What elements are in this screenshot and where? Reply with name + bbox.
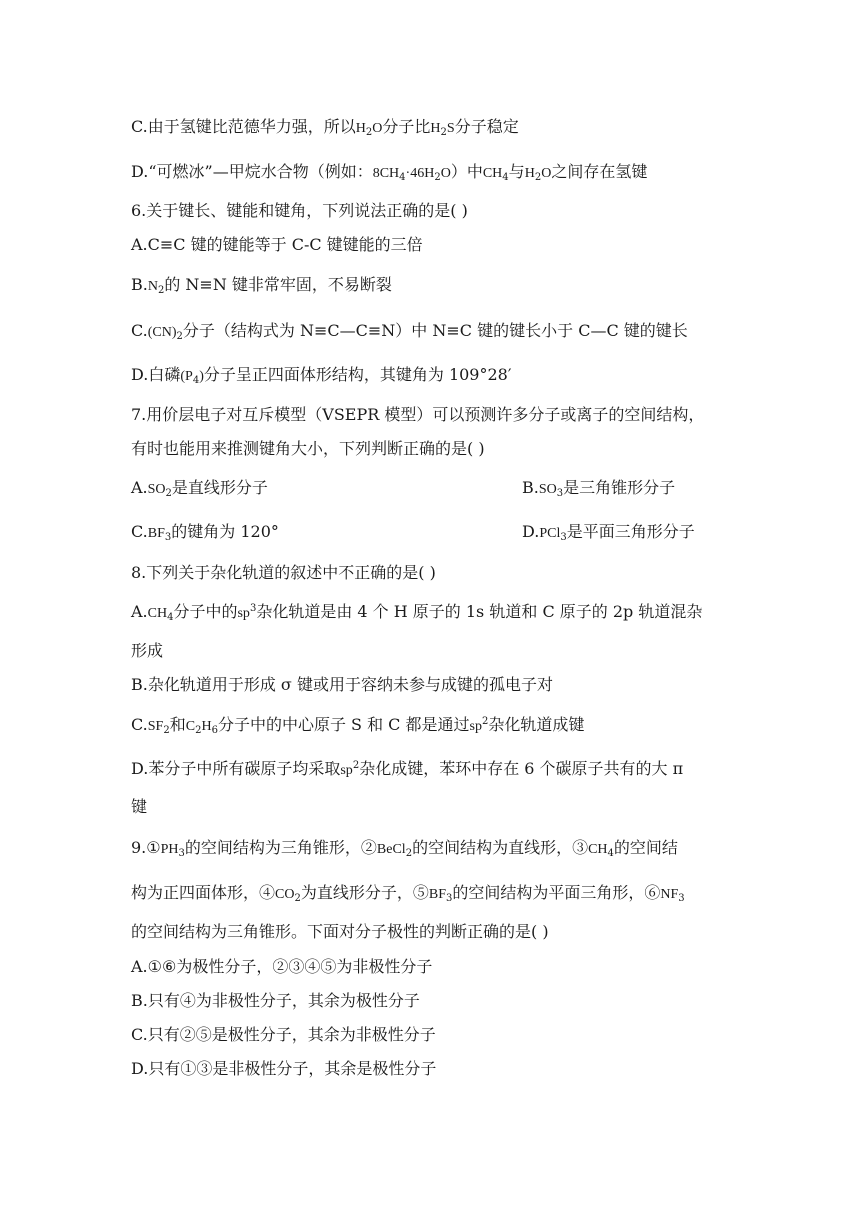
text: 与	[508, 162, 525, 181]
q9-stem-line-1	[131, 837, 678, 861]
formula: O	[440, 166, 451, 181]
text: 分子稳定	[454, 117, 519, 136]
superscript: 2	[481, 716, 489, 727]
text: 的空间结构为三角锥形，②	[184, 838, 377, 857]
subscript: 2	[405, 848, 413, 859]
formula: sp	[340, 763, 353, 778]
q7-option-d	[522, 521, 695, 545]
text: 为直线形分子，⑤	[300, 883, 429, 902]
subscript: 4	[167, 612, 174, 623]
formula: N	[147, 279, 158, 294]
q6-option-d	[131, 364, 511, 388]
text: 分子中的中心原子 S 和 C 都是通过	[217, 715, 470, 734]
text: C.	[131, 715, 148, 734]
formula: SO	[147, 482, 166, 497]
text: 之间存在氢键	[551, 162, 648, 181]
subscript: 2	[163, 725, 170, 736]
formula: H	[355, 121, 366, 136]
formula: (P	[180, 369, 193, 384]
formula: C	[185, 719, 196, 734]
subscript: 3	[445, 893, 453, 904]
text: 杂化成键，苯环中存在 6 个碳原子共有的大 π	[359, 759, 684, 778]
subscript: 2	[176, 331, 183, 342]
q6-stem: 6.关于键长、键能和键角，下列说法正确的是( )	[131, 201, 468, 220]
formula: PCl	[539, 526, 561, 541]
subscript: 3	[164, 532, 172, 543]
q7-stem-line-2: 有时也能用来推测键角大小，下列判断正确的是( )	[131, 439, 485, 458]
text: 杂化轨道成键	[488, 715, 585, 734]
formula: PH	[160, 842, 179, 857]
subscript: 3	[178, 848, 185, 859]
text: 9.①	[131, 838, 161, 857]
text: ）中	[450, 162, 483, 181]
text: 分子中的	[173, 602, 238, 621]
formula: S	[446, 121, 455, 136]
formula: CH	[588, 842, 608, 857]
q7-option-b	[522, 477, 675, 501]
q6-option-b	[131, 274, 392, 298]
text: B.	[522, 478, 539, 497]
q9-option-b: B.只有④为非极性分子，其余为极性分子	[131, 991, 420, 1010]
text: 构为正四面体形，④	[131, 883, 276, 902]
q8-option-d-line-2: 键	[131, 797, 148, 816]
text: 的空间结	[613, 838, 678, 857]
text: 的键角为 120°	[171, 522, 279, 541]
formula: ·46H	[405, 166, 435, 181]
q9-option-c: C.只有②⑤是极性分子，其余为非极性分子	[131, 1025, 436, 1044]
q5-option-d	[131, 161, 647, 185]
q9-option-d: D.只有①③是非极性分子，其余是极性分子	[131, 1059, 437, 1078]
formula: CO	[275, 887, 295, 902]
subscript: 2	[195, 725, 202, 736]
text: 和	[169, 715, 186, 734]
text: D.	[522, 522, 540, 541]
subscript: 3	[678, 893, 685, 904]
text: 分子呈正四面体形结构，其键角为 109°28′	[203, 365, 512, 384]
text: D.白磷	[131, 365, 181, 384]
subscript: 4	[192, 375, 200, 386]
formula: )	[199, 369, 204, 384]
text: A.	[131, 478, 148, 497]
q8-option-b: B.杂化轨道用于形成 σ 键或用于容纳未参与成键的孤电子对	[131, 675, 553, 694]
subscript: 3	[560, 532, 567, 543]
formula: NF	[660, 887, 679, 902]
formula: BF	[428, 887, 446, 902]
subscript: 2	[165, 488, 172, 499]
formula: 8CH	[372, 166, 400, 181]
text: A.	[131, 602, 148, 621]
q7-option-a	[131, 477, 268, 501]
formula: O	[372, 121, 383, 136]
q6-option-a: A.C≡C 键的键能等于 C-C 键键能的三倍	[131, 235, 423, 254]
q8-option-a-line-2: 形成	[131, 641, 164, 660]
subscript: 3	[556, 488, 564, 499]
formula: H	[524, 166, 535, 181]
subscript: 4	[502, 172, 509, 183]
text: 的 N≡N 键非常牢固，不易断裂	[164, 275, 392, 294]
q8-option-c	[131, 714, 584, 738]
subscript: 6	[211, 725, 218, 736]
formula: BeCl	[376, 842, 406, 857]
formula: H	[430, 121, 441, 136]
formula: O	[541, 166, 552, 181]
text: D.“可燃冰”—甲烷水合物（例如：	[131, 162, 373, 181]
q7-option-c	[131, 521, 279, 545]
text: C.由于氢键比范德华力强，所以	[131, 117, 356, 136]
text: B.	[131, 275, 148, 294]
text: 是三角锥形分子	[563, 478, 676, 497]
text: 分子（结构式为 N≡C—C≡N）中 N≡C 键的键长小于 C—C 键的键长	[182, 321, 688, 340]
text: 是平面三角形分子	[566, 522, 695, 541]
superscript: 3	[249, 603, 257, 614]
formula: BF	[147, 526, 165, 541]
subscript: 2	[440, 127, 447, 138]
subscript: 2	[534, 172, 542, 183]
formula: H	[201, 719, 212, 734]
subscript: 4	[399, 172, 406, 183]
text: 分子比	[382, 117, 431, 136]
q7-stem-line-1: 7.用价层电子对互斥模型（VSEPR 模型）可以预测许多分子或离子的空间结构，	[131, 405, 705, 424]
formula: (CN)	[147, 325, 177, 340]
superscript: 2	[352, 760, 360, 771]
subscript: 4	[607, 848, 614, 859]
q9-stem-line-2	[131, 882, 685, 906]
formula: CH	[482, 166, 503, 181]
q5-option-c	[131, 116, 519, 140]
formula: sp	[237, 606, 250, 621]
q6-option-c	[131, 320, 688, 344]
formula: SO	[538, 482, 557, 497]
q9-option-a: A.①⑥为极性分子，②③④⑤为非极性分子	[131, 957, 433, 976]
subscript: 2	[434, 172, 441, 183]
formula: CH	[147, 606, 168, 621]
text: C.	[131, 321, 148, 340]
formula: SF	[147, 719, 164, 734]
q8-option-a-line-1	[131, 601, 702, 625]
formula: sp	[469, 719, 482, 734]
q9-stem-line-3: 的空间结构为三角锥形。下面对分子极性的判断正确的是( )	[131, 922, 549, 941]
q8-option-d-line-1	[131, 758, 683, 782]
subscript: 2	[294, 893, 301, 904]
text: 的空间结构为直线形，③	[412, 838, 589, 857]
q8-stem: 8.下列关于杂化轨道的叙述中不正确的是( )	[131, 563, 436, 582]
text: C.	[131, 522, 148, 541]
text: D.苯分子中所有碳原子均采取	[131, 759, 341, 778]
text: 是直线形分子	[171, 478, 268, 497]
subscript: 2	[365, 127, 373, 138]
text: 杂化轨道是由 4 个 H 原子的 1s 轨道和 C 原子的 2p 轨道混杂	[256, 602, 703, 621]
text: 的空间结构为平面三角形，⑥	[452, 883, 661, 902]
subscript: 2	[157, 285, 165, 296]
